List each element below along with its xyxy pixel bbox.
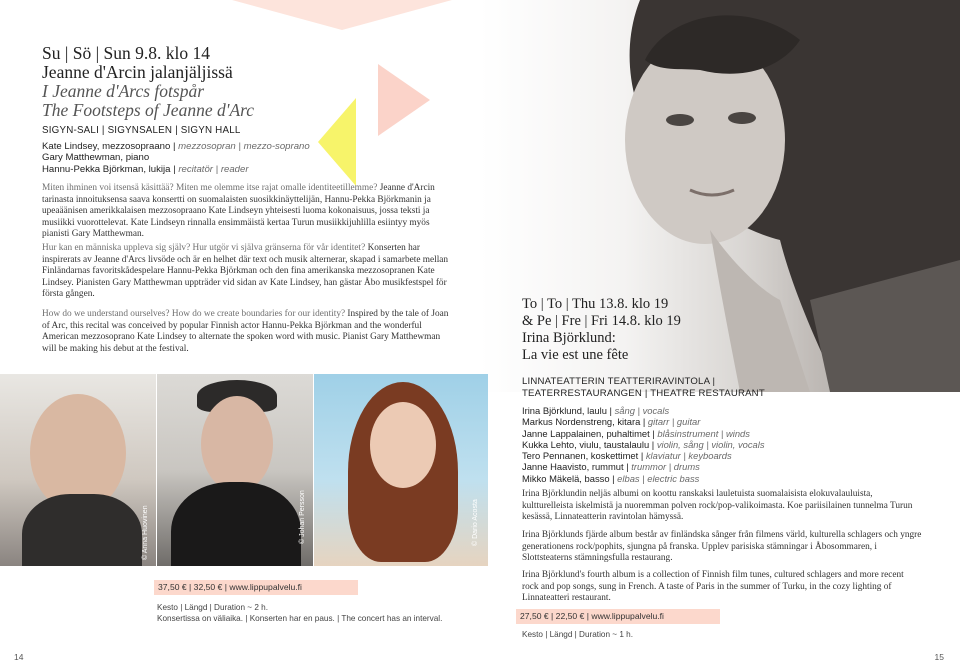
page-number: 14	[14, 652, 24, 662]
duration-info: Kesto | Längd | Duration ~ 1 h.	[522, 630, 633, 639]
performer-line: Kate Lindsey, mezzosopraano | mezzosopran | mezzo-soprano	[42, 141, 310, 152]
performer-line: Irina Björklund, laulu | sång | vocals	[522, 405, 670, 416]
decorative-triangle	[232, 0, 452, 30]
event-date: Su | Sö | Sun 9.8. klo 14	[42, 43, 210, 63]
face	[201, 396, 273, 492]
event-title-fi: Jeanne d'Arcin jalanjäljissä	[42, 62, 233, 82]
performer-list	[42, 141, 310, 175]
jacket	[22, 494, 142, 566]
description-sv: Hur kan en människa uppleva sig själv? Hur utgör vi själva gränserna för vår identitet? Konserten har inspirerats av Jeanne d'Arcs livsöde och är en helhet där text och musik alternerar, skapad i samarbete mellan Finländarnas favoritskådespelare Hannu-Pekka Björkman och den fina amerikanska mezzosopranen Kate Lindsey. Pianisten Gary Matthewman uppträder vid sidan av Kate Lindsey, han gästar Åbo musikfestspel för första gången.	[42, 243, 449, 299]
description-fi: Miten ihminen voi itsensä käsittää? Miten me olemme itse rajat omalle identiteetillemme? Jeanne d'Arcin tarinasta innoituksensa saava konsertti on suomalaisten suosikkinäyttelijän, Hannu-Pekka Björkmanin ja upeaäänisen amerikkalaisen mezzosopraano Kate Lindseyn yhteisesti luoma kokonaisuus, jossa teksti ja musiikki vuorottelevat. Kate Lindseyn rinnalla ensimmäistä kertaa Turun musiikkijuhlilla esiintyy myös pianisti Gary Matthewman.	[42, 183, 435, 239]
event-title-sv: I Jeanne d'Arcs fotspår	[42, 81, 205, 101]
photo-credit: © Anna Huovinen	[142, 505, 149, 560]
price-bar: 37,50 € | 32,50 € | www.lippupalvelu.fi	[154, 580, 358, 595]
event-date: To | To | Thu 13.8. klo 19	[522, 296, 669, 312]
event-title: Irina Björklund:	[522, 330, 616, 346]
venue: LINNATEATTERIN TEATTERIRAVINTOLA | TEATERRESTAURANGEN | THEATRE RESTAURANT	[522, 376, 765, 399]
performer-line: Kukka Lehto, viulu, taustalaulu | violin, sång | violin, vocals	[522, 438, 765, 450]
event-title-en: The Footsteps of Jeanne d'Arc	[42, 100, 255, 120]
performer-line: Janne Lappalainen, puhaltimet | blåsinstrument | winds	[522, 427, 750, 439]
performer-photo	[314, 374, 488, 566]
description-sv: Irina Björklunds fjärde album består av finländska sånger från filmens värld, kulturella schlagers och yngre generationens rock/pophits, sjungna på franska. Upplev parisiska stämningar i Åbosommaren, i Slottsteaterns stämningsfulla restaurang.	[522, 530, 922, 564]
price-bar: 27,50 € | 22,50 € | www.lippupalvelu.fi	[516, 609, 720, 624]
face	[370, 402, 436, 488]
performer-line: Janne Haavisto, rummut | trummor | drums	[522, 461, 700, 473]
performer-photo	[157, 374, 313, 566]
event-header-right	[522, 296, 782, 364]
performer-line: Tero Pennanen, koskettimet | klaviatur | keyboards	[522, 450, 732, 462]
sweater	[171, 482, 301, 566]
description-en: Irina Björklund's fourth album is a collection of Finnish film tunes, cultured schlagers and more recent rock and pop songs, sung in French. A taste of Paris in the summer of Turku, in the cozy lighting of Linnateatteri restaurant.	[522, 570, 904, 604]
photo-credit: © Johan Persson	[299, 490, 306, 544]
page-number: 15	[934, 652, 944, 662]
duration-info: Kesto | Längd | Duration ~ 2 h. Konsertissa on väliaika. | Konserten har en paus. | The concert has an interval.	[157, 603, 443, 623]
performer-line: Markus Nordenstreng, kitara | gitarr | guitar	[522, 416, 701, 428]
decorative-triangle	[378, 64, 430, 136]
event-subtitle: La vie est une fête	[522, 347, 629, 363]
performer-list	[522, 405, 765, 484]
event-date: & Pe | Fre | Fri 14.8. klo 19	[522, 313, 681, 329]
performer-line: Gary Matthewman, piano	[42, 152, 150, 164]
description-en: How do we understand ourselves? How do we create boundaries for our identity? Inspired by the tale of Joan of Arc, this recital was conceived by popular Finnish actor Hannu-Pekka Björkman and the wonderful American mezzosoprano Kate Lindsey to alternate the spoken word with music. Pianist Gary Matthewman will be making his debut at the festival.	[42, 309, 449, 354]
performer-photo	[0, 374, 156, 566]
description-fi: Irina Björklundin neljäs albumi on koottu ranskaksi lauletuista suomalaisista elokuvalauluista, kultturelleista iskelmistä ja nuoremman polven rock/pop-valikoimasta. Koe pariisilainen tunnelma Turun kesässä, Linnateatterin ravintolan hämyssä.	[522, 489, 913, 523]
performer-line: Mikko Mäkelä, basso | elbas | electric bass	[522, 472, 700, 484]
photo-credit: © Dario Acosta	[472, 499, 479, 546]
event-header-left	[42, 44, 342, 120]
venue: SIGYN-SALI | SIGYNSALEN | SIGYN HALL	[42, 125, 241, 136]
performer-line: Hannu-Pekka Björkman, lukija | recitatör | reader	[42, 163, 249, 175]
